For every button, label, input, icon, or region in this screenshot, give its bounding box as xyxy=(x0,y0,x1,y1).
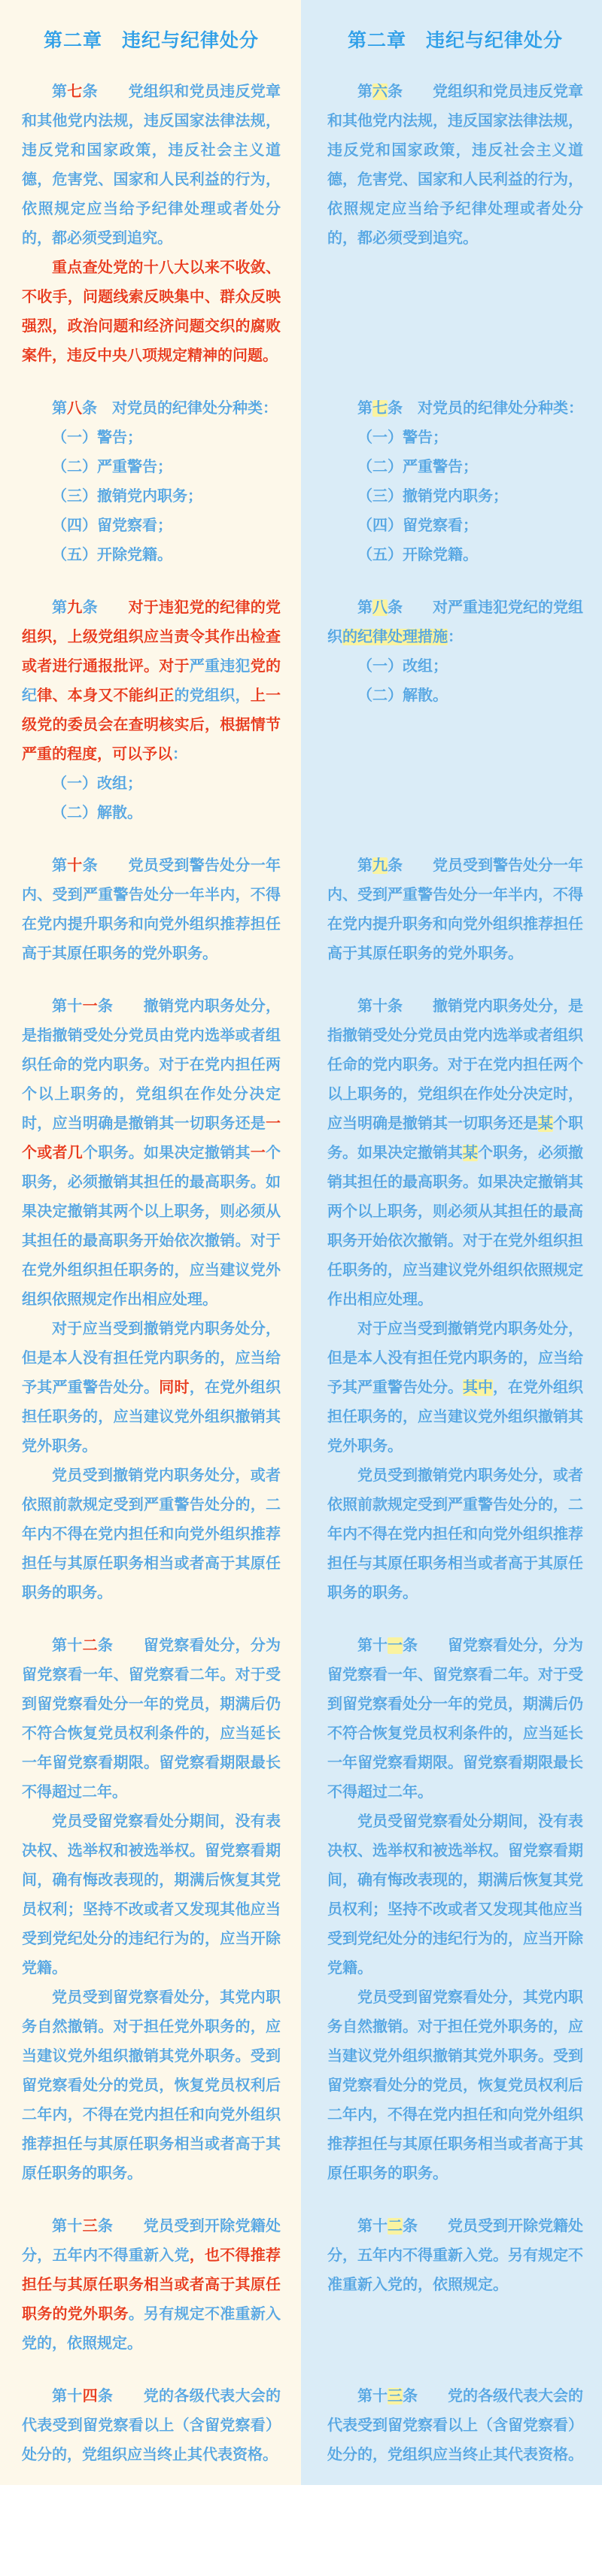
body-text: 第十 xyxy=(357,2388,388,2405)
deleted-text-red: 十 xyxy=(67,857,83,874)
new-article-12 xyxy=(301,2189,602,2359)
body-text: 条 对党员的纪律处分种类： xyxy=(82,400,278,417)
body-text: 第十 xyxy=(357,1637,388,1654)
deleted-text-red: 重点查处党的十八大以来不收敛、不收手，问题线索反映集中、群众反映强烈，政治问题和经济问题交织的腐败案件，违反中央八项规定精神的问题。 xyxy=(22,259,281,364)
old-article-12 xyxy=(0,1608,301,2189)
paragraph xyxy=(22,1983,281,2189)
body-text: （四）留党察看； xyxy=(357,517,478,534)
highlighted-new-text: 六 xyxy=(372,83,388,100)
paragraph xyxy=(327,1315,583,1461)
highlighted-new-text: 七 xyxy=(372,400,388,417)
body-text: 第十 xyxy=(52,2218,83,2235)
paragraph xyxy=(22,453,281,482)
paragraph xyxy=(327,593,583,652)
body-text: 党员受留党察看处分期间，没有表决权、选举权和被选举权。留党察看期间，确有悔改表现的，期满后恢复其党员权利；坚持不改或者又发现其他应当受到党纪处分的违纪行为的，应当开除党籍。 xyxy=(22,1813,281,1977)
paragraph xyxy=(327,541,583,570)
old-article-13 xyxy=(0,2189,301,2359)
paragraph xyxy=(22,2212,281,2359)
body-text: （一）改组； xyxy=(52,775,142,792)
deleted-text-red: ，也不得推荐担任与其原任职务相当或者高于其原任职务的党外职务 xyxy=(22,2247,281,2323)
body-text: 条 党组织和党员违反党章和其他党内法规，违反国家法律法规，违反党和国家政策，违反社会主义道德，危害党、国家和人民利益的行为，依照规定应当给予纪律处理或者处分的，都必须受到追究。 xyxy=(327,83,583,247)
body-text: 第十条 撤销党内职务处分，是指撤销受处分党员由党内选举或者组织任命的党内职务。对于在党内担任两个以上职务的，党组织在作处分决定时，应当明确是撤销其一切职务还是 xyxy=(327,998,583,1132)
paragraph xyxy=(327,992,583,1315)
deleted-text-red: 一个或者几 xyxy=(22,1115,281,1161)
deleted-text-red: 九 xyxy=(67,599,83,616)
paragraph xyxy=(327,453,583,482)
body-text: 。另有规定不准重新入党的，依照规定。 xyxy=(22,2306,281,2352)
highlighted-new-text: 的纪律处理措施 xyxy=(342,629,448,645)
paragraph xyxy=(22,423,281,453)
paragraph xyxy=(22,541,281,570)
body-text: 对于应当受到撤销党内职务处分，但是本人没有担任党内职务的，应当给予其严重警告处分。 xyxy=(327,1321,583,1396)
deleted-text-red: 一 xyxy=(250,1145,266,1161)
body-text: 条 对党员的纪律处分种类： xyxy=(388,400,583,417)
old-article-7 xyxy=(0,58,301,371)
body-text: 第 xyxy=(52,400,67,417)
body-text: 第 xyxy=(52,857,68,874)
highlighted-new-text: 九 xyxy=(372,857,388,874)
body-text: 第 xyxy=(357,83,372,100)
paragraph xyxy=(327,1983,583,2189)
deleted-text-red: 二 xyxy=(82,1637,98,1654)
paragraph xyxy=(22,992,281,1315)
body-text: 条 党的各级代表大会的代表受到留党察看以上（含留党察看）处分的，党组织应当终止其代表资格。 xyxy=(22,2388,281,2463)
body-text: 党员受到撤销党内职务处分，或者依照前款规定受到严重警告处分的，二年内不得在党内担任和向党外组织推荐担任与其原任职务相当或者高于其原任职务的职务。 xyxy=(327,1467,583,1601)
highlighted-new-text: 某 xyxy=(463,1145,478,1161)
paragraph xyxy=(22,511,281,541)
body-text: 严重违犯 xyxy=(189,658,251,675)
paragraph xyxy=(22,1315,281,1461)
paragraph xyxy=(22,482,281,511)
body-text: 第十 xyxy=(52,998,83,1015)
paragraph xyxy=(327,2382,583,2470)
body-text: 个职务，必须撤销其担任的最高职务。如果决定撤销其两个以上职务，则必须从其担任的最高职务开始依次撤销。对于在党外组织担任职务的，应当建议党外组织依照规定作出相应处理。 xyxy=(327,1145,583,1308)
left-column-filler xyxy=(0,2470,301,2485)
highlighted-new-text: 二 xyxy=(388,2218,403,2235)
paragraph xyxy=(22,394,281,423)
paragraph xyxy=(22,1807,281,1983)
body-text: 条 党员受到警告处分一年内、受到严重警告处分一年半内，不得在党内提升职务和向党外组织推荐担任高于其原任职务的党外职务。 xyxy=(22,857,281,962)
deleted-text-red: 上一级党的委员会在查明核实后，根据情节严重的程度，可以予以 xyxy=(22,687,281,763)
paragraph xyxy=(327,394,583,423)
paragraph xyxy=(327,681,583,711)
body-text: （二）解散。 xyxy=(52,805,142,821)
body-text: 第 xyxy=(357,857,372,874)
old-article-9 xyxy=(0,570,301,828)
body-text: 条 党组织和党员违反党章和其他党内法规，违反国家法律法规，违反党和国家政策，违反社会主义道德，危害党、国家和人民利益的行为，依照规定应当给予纪律处理或者处分的，都必须受到追究。 xyxy=(22,83,281,247)
body-text: 纪 xyxy=(22,687,38,704)
new-article-7 xyxy=(301,371,602,570)
deleted-text-red: 四 xyxy=(82,2388,98,2405)
new-article-9 xyxy=(301,828,602,969)
old-article-14 xyxy=(0,2359,301,2470)
paragraph xyxy=(22,851,281,969)
body-text: ，在党外组织担任职务的，应当建议党外组织撤销其党外职务。 xyxy=(22,1379,281,1455)
body-text: 党员受留党察看处分期间，没有表决权、选举权和被选举权。留党察看期间，确有悔改表现的，期满后恢复其党员权利；坚持不改或者又发现其他应当受到党纪处分的违纪行为的，应当开除党籍。 xyxy=(327,1813,583,1977)
body-text: （一）警告； xyxy=(357,429,448,446)
body-text: （一）改组； xyxy=(357,658,448,675)
body-text: 个职务。如果决定撤销其 xyxy=(327,1115,583,1161)
body-text: （五）开除党籍。 xyxy=(357,547,478,563)
deleted-text-red: 律、本身又不能纠正 xyxy=(37,687,175,704)
body-text: （四）留党察看； xyxy=(52,517,172,534)
body-text: 条 撤销党内职务处分，是指撤销受处分党员由党内选举或者组织任命的党内职务。对于在党内担任两个以上职务的，党组织在作处分决定时，应当明确是撤销其一切职务还是 xyxy=(22,998,281,1132)
paragraph xyxy=(22,1631,281,1807)
new-article-10 xyxy=(301,969,602,1608)
body-text: 第 xyxy=(52,599,68,616)
paragraph xyxy=(22,593,281,769)
paragraph xyxy=(327,511,583,541)
body-text: 条 党员受到开除党籍处分，五年内不得重新入党。另有规定不准重新入党的，依照规定。 xyxy=(327,2218,583,2293)
body-text: 条 党员受到警告处分一年内、受到严重警告处分一年半内，不得在党内提升职务和向党外组织推荐担任高于其原任职务的党外职务。 xyxy=(327,857,583,962)
paragraph xyxy=(327,1461,583,1608)
body-text: 条 党的各级代表大会的代表受到留党察看以上（含留党察看）处分的，党组织应当终止其代表资格。 xyxy=(327,2388,583,2463)
old-article-11 xyxy=(0,969,301,1608)
body-text: 第十 xyxy=(52,1637,83,1654)
body-text: ： xyxy=(448,629,463,645)
paragraph xyxy=(327,1631,583,1807)
paragraph xyxy=(327,2212,583,2300)
body-text: 条 留党察看处分，分为留党察看一年、留党察看二年。对于受到留党察看处分一年的党员，期满后仍不符合恢复党员权利条件的，应当延长一年留党察看期限。留党察看期限最长不得超过二年。 xyxy=(327,1637,583,1801)
body-text: 党员受到留党察看处分，其党内职务自然撤销。对于担任党外职务的，应当建议党外组织撤销其党外职务。受到留党察看处分的党员，恢复党员权利后二年内，不得在党内担任和向党外组织推荐担任与其原任职务相当或者高于其原任职务的职务。 xyxy=(327,1989,583,2182)
new-article-6 xyxy=(301,58,602,371)
body-text: 条 对严重违犯党纪的党组织 xyxy=(327,599,583,645)
paragraph xyxy=(22,769,281,799)
body-text: （五）开除党籍。 xyxy=(52,547,172,563)
highlighted-new-text: 某 xyxy=(538,1115,553,1132)
deleted-text-red: 党的 xyxy=(250,658,281,675)
deleted-text-red: 三 xyxy=(82,2218,98,2235)
paragraph xyxy=(327,423,583,453)
body-text: 条 党员受到开除党籍处分，五年内不得重新入党 xyxy=(22,2218,281,2264)
paragraph xyxy=(22,2382,281,2470)
paragraph xyxy=(22,77,281,253)
body-text: 党员受到留党察看处分，其党内职务自然撤销。对于担任党外职务的，应当建议党外组织撤销其党外职务。受到留党察看处分的党员，恢复党员权利后二年内，不得在党内担任和向党外组织推荐担任与其原任职务相当或者高于其原任职务的职务。 xyxy=(22,1989,281,2182)
new-article-8 xyxy=(301,570,602,828)
body-text: 第 xyxy=(52,83,68,100)
body-text: （三）撤销党内职务； xyxy=(357,488,508,505)
paragraph xyxy=(22,1461,281,1608)
deleted-text-red: 同时 xyxy=(159,1379,190,1396)
body-text: 第十 xyxy=(357,2218,388,2235)
body-text: （三）撤销党内职务； xyxy=(52,488,202,505)
body-text: ： xyxy=(172,746,187,763)
body-text: 第 xyxy=(357,599,372,616)
deleted-text-red: 七 xyxy=(67,83,83,100)
deleted-text-red: 一 xyxy=(82,998,98,1015)
body-text: （二）解散。 xyxy=(357,687,448,704)
chapter-heading-old: 第二章 违纪与纪律处分 xyxy=(43,30,259,51)
body-text: （二）严重警告； xyxy=(52,459,172,475)
paragraph xyxy=(327,482,583,511)
new-article-13 xyxy=(301,2359,602,2470)
body-text: 条 xyxy=(82,599,129,616)
left-chapter-cell xyxy=(0,0,301,58)
body-text: 对于应当受到撤销党内职务处分，但是本人没有担任党内职务的，应当给予其严重警告处分。 xyxy=(22,1321,281,1396)
body-text: 个职务。如果决定撤销其 xyxy=(83,1145,251,1161)
old-article-10 xyxy=(0,828,301,969)
deleted-text-red: 对于违犯党的纪律的党组织，上级党组织应当责令其作出检查或者进行通报批评。对于 xyxy=(22,599,281,675)
body-text: （一）警告； xyxy=(52,429,142,446)
old-article-8 xyxy=(0,371,301,570)
body-text: （二）严重警告； xyxy=(357,459,478,475)
right-column-filler xyxy=(301,2470,602,2485)
body-text: 条 留党察看处分，分为留党察看一年、留党察看二年。对于受到留党察看处分一年的党员，期满后仍不符合恢复党员权利条件的，应当延长一年留党察看期限。留党察看期限最长不得超过二年。 xyxy=(22,1637,281,1801)
paragraph xyxy=(327,652,583,681)
highlighted-new-text: 三 xyxy=(388,2388,403,2405)
body-text: ，在党外组织担任职务的，应当建议党外组织撤销其党外职务。 xyxy=(327,1379,583,1455)
chapter-heading-new: 第二章 违纪与纪律处分 xyxy=(347,30,563,51)
deleted-text-red: 八 xyxy=(67,400,82,417)
body-text: 第 xyxy=(357,400,372,417)
paragraph xyxy=(22,799,281,828)
highlighted-new-text: 一 xyxy=(388,1637,403,1654)
body-text: 的党组织， xyxy=(174,687,251,704)
paragraph xyxy=(327,851,583,969)
body-text: 党员受到撤销党内职务处分，或者依照前款规定受到严重警告处分的，二年内不得在党内担任和向党外组织推荐担任与其原任职务相当或者高于其原任职务的职务。 xyxy=(22,1467,281,1601)
body-text: 个职务，必须撤销其担任的最高职务。如果决定撤销其两个以上职务，则必须从其担任的最高职务开始依次撤销。对于在党外组织担任职务的，应当建议党外组织依照规定作出相应处理。 xyxy=(22,1145,281,1308)
paragraph xyxy=(22,253,281,371)
paragraph xyxy=(327,77,583,253)
highlighted-new-text: 其中 xyxy=(463,1379,493,1396)
paragraph xyxy=(327,1807,583,1983)
body-text: 第十 xyxy=(52,2388,83,2405)
right-chapter-cell xyxy=(301,0,602,58)
highlighted-new-text: 八 xyxy=(372,599,388,616)
new-article-11 xyxy=(301,1608,602,2189)
